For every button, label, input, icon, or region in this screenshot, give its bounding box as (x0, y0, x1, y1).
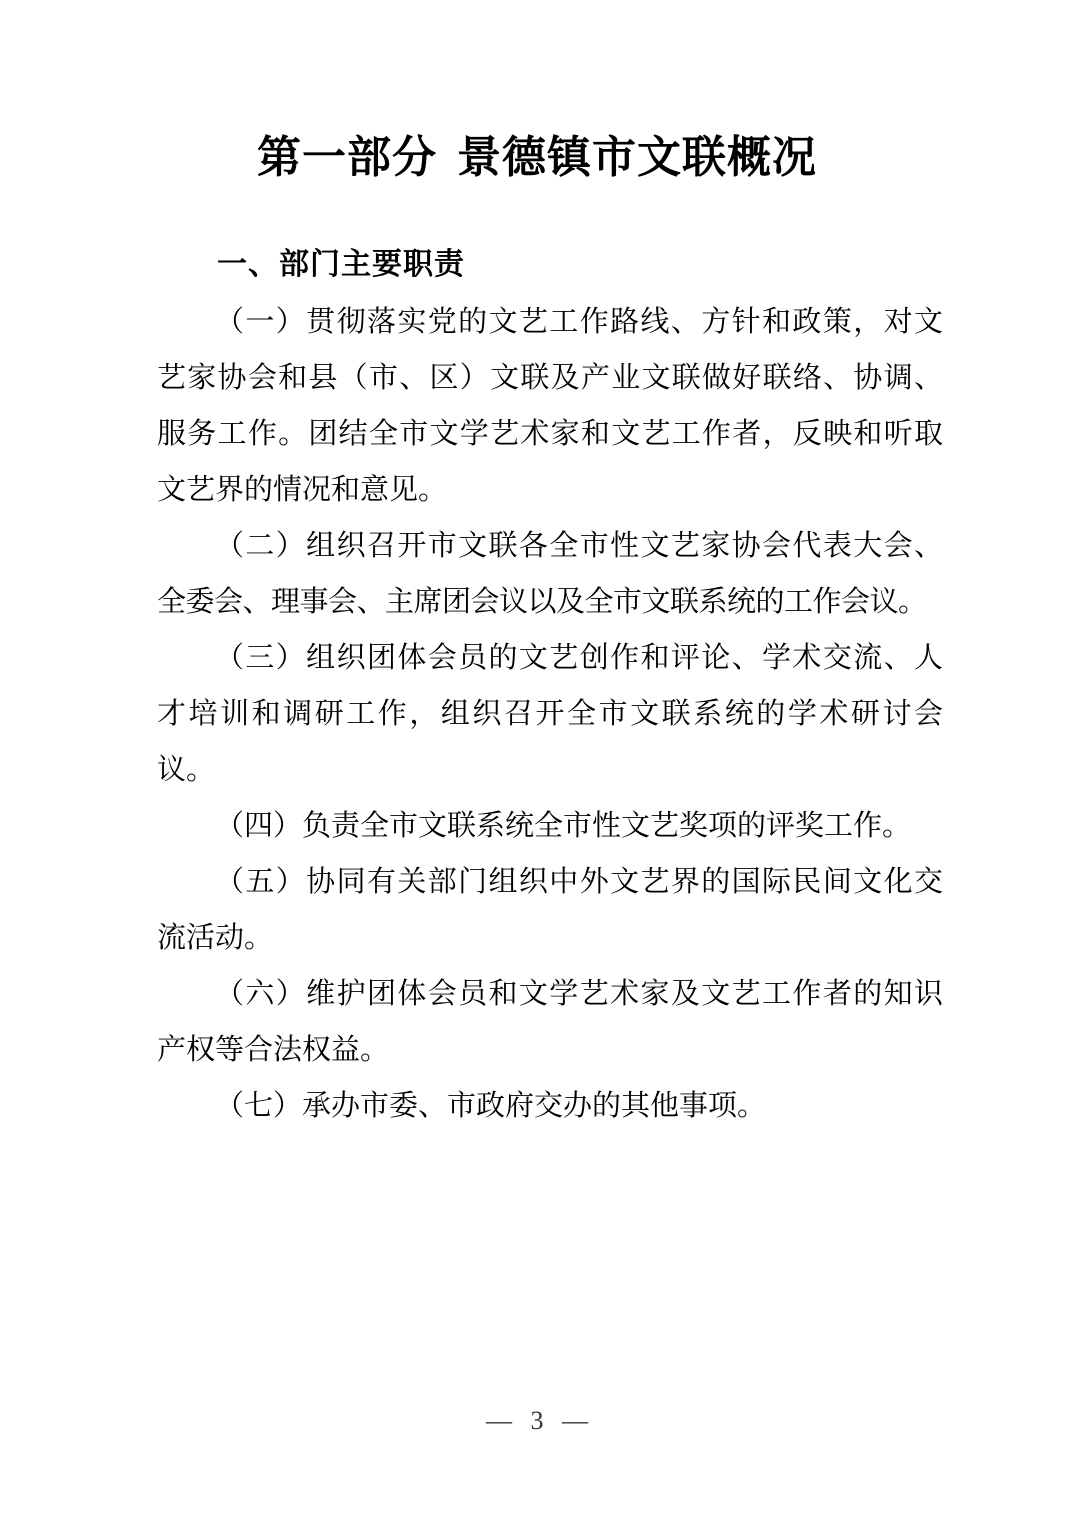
body-line: 艺家协会和县（市、区）文联及产业文联做好联络、协调、 (157, 362, 943, 394)
body-line: （一）贯彻落实党的文艺工作路线、方针和政策，对文 (215, 306, 943, 338)
body-line: （二）组织召开市文联各全市性文艺家协会代表大会、 (215, 530, 943, 562)
body-line: （七）承办市委、市政府交办的其他事项。 (215, 1090, 767, 1122)
body-line: 流活动。 (157, 922, 274, 954)
body-line: 议。 (157, 754, 216, 786)
body-line: （三）组织团体会员的文艺创作和评论、学术交流、人 (215, 642, 943, 674)
paragraph (157, 294, 943, 518)
paragraph (157, 630, 943, 798)
section-heading: 一、部门主要职责 (217, 248, 465, 281)
body-line: 全委会、理事会、主席团会议以及全市文联系统的工作会议。 (157, 586, 927, 618)
body-line: （六）维护团体会员和文学艺术家及文艺工作者的知识 (215, 978, 943, 1010)
page-number: — 3 — (486, 1406, 588, 1435)
body-line: 文艺界的情况和意见。 (157, 474, 448, 506)
body-line: 服务工作。团结全市文学艺术家和文艺工作者，反映和听取 (157, 418, 943, 450)
body-line: （五）协同有关部门组织中外文艺界的国际民间文化交 (215, 866, 943, 898)
paragraph (157, 966, 943, 1078)
paragraph (157, 798, 943, 854)
body-line: 产权等合法权益。 (157, 1034, 390, 1066)
body-line: 才培训和调研工作，组织召开全市文联系统的学术研讨会 (157, 698, 943, 730)
paragraph (157, 1078, 943, 1134)
document-body (157, 294, 943, 1134)
paragraph (157, 518, 943, 630)
document-title: 第一部分 景德镇市文联概况 (257, 133, 817, 182)
body-line: （四）负责全市文联系统全市性文艺奖项的评奖工作。 (215, 810, 912, 842)
paragraph (157, 854, 943, 966)
